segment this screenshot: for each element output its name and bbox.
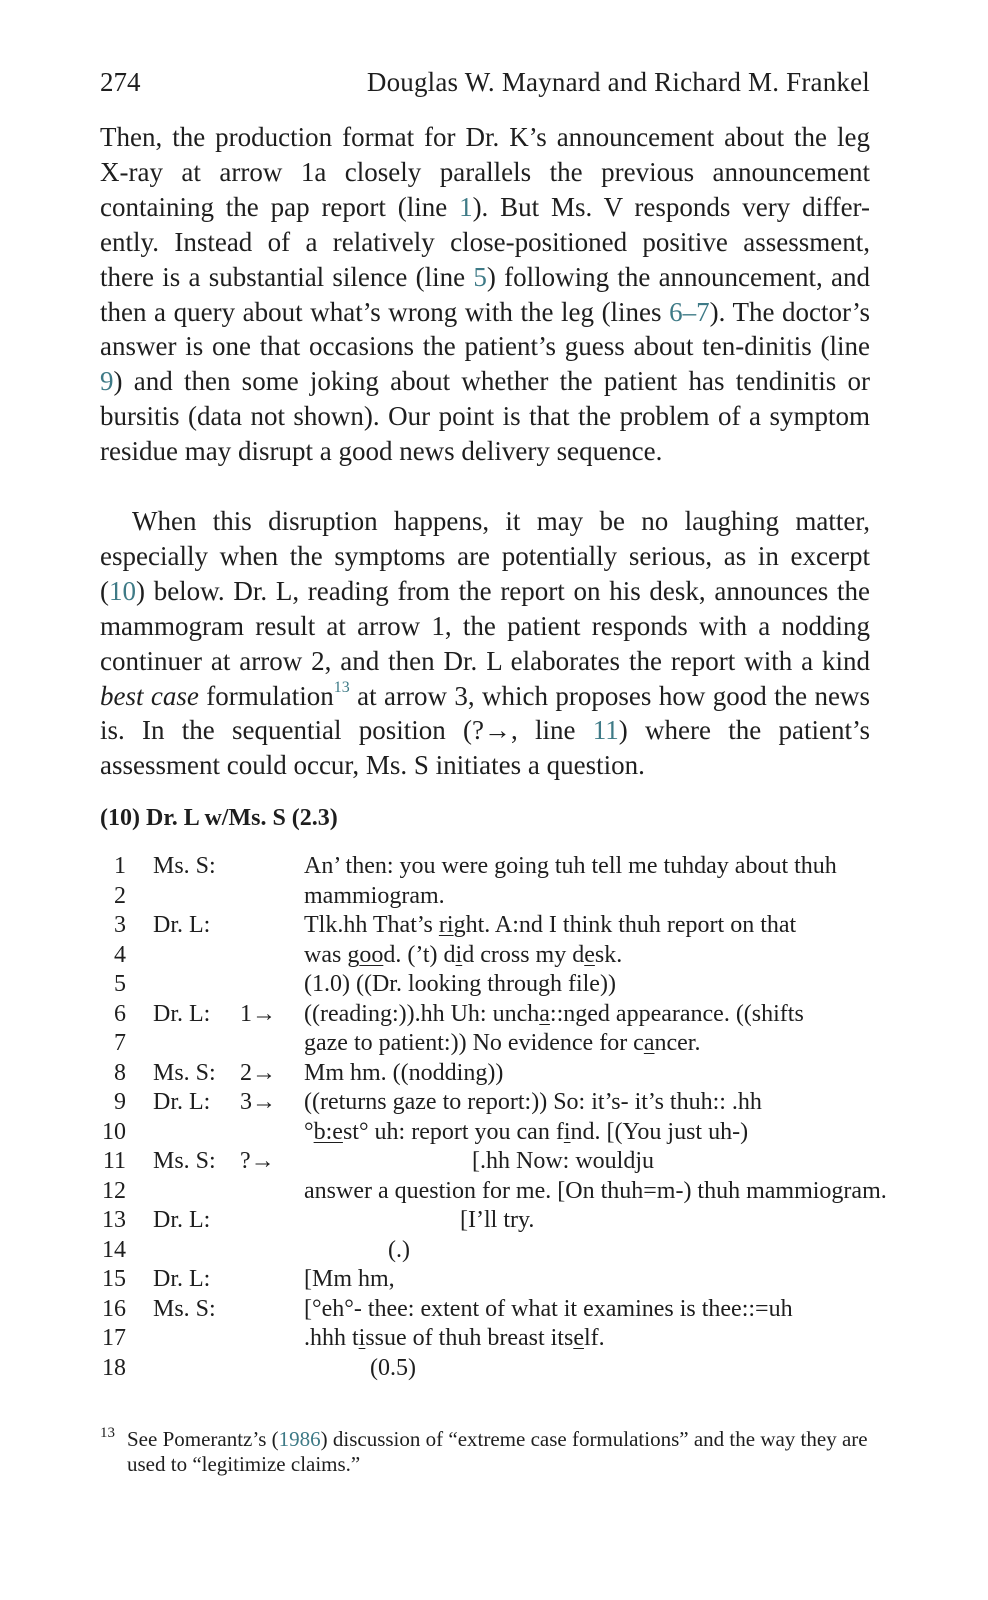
text-run: formulation [198, 680, 334, 711]
utterance-text: Mm hm. ((nodding)) [304, 1059, 504, 1086]
utterance [304, 970, 616, 1000]
utterance-text: (0.5) [304, 1354, 416, 1381]
text-run: Then, the production format for Dr. K’s announcement about the leg X-ray at arrow 1a closely parallels the previous announcement containing the pap report (line [100, 122, 870, 222]
transcript-line [100, 1147, 960, 1177]
line-reference-link[interactable]: 1 [459, 191, 473, 222]
utterance-text: sk. [594, 941, 623, 968]
line-reference-link[interactable]: 9 [100, 366, 114, 397]
speaker-label: Dr. L: [153, 1266, 211, 1292]
utterance [304, 1029, 700, 1059]
utterance [304, 1295, 793, 1325]
utterance-text: .hhh t [304, 1325, 359, 1351]
utterance-text: nd. [(You just uh-) [570, 1118, 749, 1145]
line-number: 7 [114, 1030, 126, 1056]
running-header [100, 64, 870, 100]
utterance [304, 1147, 654, 1177]
line-number: 10 [102, 1118, 126, 1145]
stressed-syllable: i [455, 941, 463, 968]
line-number: 6 [114, 1000, 126, 1027]
utterance-text: [Mm hm, [304, 1266, 395, 1292]
emphasis-text: best case [100, 680, 199, 711]
utterance [304, 882, 445, 912]
text-run: ) where the patient’s assessment could occur, Ms. S initiates a question. [100, 715, 870, 781]
utterance-text: ((returns gaze to report:)) So: it’s- it’s thuh:: .hh [304, 1089, 762, 1115]
stressed-syllable: e [584, 941, 595, 968]
footnote-number: 13 [100, 1425, 115, 1441]
utterance [304, 1059, 503, 1089]
utterance [304, 1236, 410, 1266]
line-number: 17 [102, 1325, 126, 1351]
stressed-syllable: ri [438, 912, 454, 938]
line-number: 16 [102, 1295, 126, 1322]
text-run: ) and then some joking about whether the patient has tendinitis or bursitis (data not shown). Our point is that the problem of a symptom residue may disrupt a good news delivery sequence. [100, 366, 870, 467]
speaker-label: Dr. L: [153, 1089, 211, 1115]
utterance-text: An’ then: you were going tuh tell me tuhday about thuh [304, 853, 837, 879]
utterance-text: d cross my d [462, 941, 585, 968]
text-run: See Pomerantz’s ( [127, 1427, 279, 1451]
utterance-text: answer a question for me. [On thuh=m-) thuh mammiogram. [304, 1177, 887, 1204]
transcript-line [100, 1000, 960, 1030]
line-reference-link[interactable]: 6–7 [669, 296, 710, 327]
utterance [304, 941, 622, 971]
utterance-text: ::nged appearance. ((shifts [549, 1000, 804, 1027]
transcript-line [100, 1324, 960, 1354]
utterance-text: gaze to patient:)) No evidence for c [304, 1030, 644, 1056]
utterance [304, 1118, 748, 1148]
utterance-text: mammiogram. [304, 882, 445, 909]
analysis-arrow: 3→ [240, 1089, 276, 1115]
transcript-line [100, 1118, 960, 1148]
line-number: 11 [102, 1148, 126, 1174]
utterance-text: [°eh°- thee: extent of what it examines is thee::=uh [304, 1295, 793, 1322]
speaker-label: Dr. L: [153, 1000, 211, 1027]
excerpt-reference-link[interactable]: 10 [109, 575, 136, 606]
line-number: 13 [102, 1207, 126, 1233]
speaker-label: Ms. S: [153, 1148, 216, 1174]
line-number: 4 [114, 941, 126, 968]
citation-year-link[interactable]: 1986 [278, 1427, 321, 1451]
speaker-label: Ms. S: [153, 1295, 216, 1322]
footnote [100, 1427, 870, 1477]
stressed-syllable: i [563, 1118, 571, 1145]
line-number: 15 [102, 1266, 126, 1292]
text-run: ). But Ms. V responds very differ-ently. Instead of a relatively close-positioned positive assessment, there is a substantial silence (line [100, 191, 870, 292]
utterance-text: Tlk.hh That’s [304, 912, 439, 938]
utterance-text: ght. A:nd I think thuh report on that [453, 912, 797, 938]
excerpt-title: (10) Dr. L w/Ms. S (2.3) [100, 805, 338, 831]
line-number: 2 [114, 882, 126, 909]
transcript [100, 852, 960, 1383]
line-number: 18 [102, 1354, 126, 1381]
page-number: 274 [100, 67, 141, 97]
stressed-syllable: a [539, 1000, 550, 1027]
transcript-line [100, 1088, 960, 1118]
speaker-label: Ms. S: [153, 1059, 216, 1086]
utterance-text: d. (’t) d [383, 941, 456, 968]
utterance-text: [.hh Now: wouldju [304, 1148, 654, 1174]
speaker-label: Ms. S: [153, 853, 216, 879]
utterance [304, 1206, 534, 1236]
stressed-syllable: b:e [313, 1118, 343, 1145]
utterance [304, 852, 837, 882]
utterance-text: (1.0) ((Dr. looking through file)) [304, 971, 616, 997]
transcript-line [100, 852, 960, 882]
line-number: 9 [114, 1089, 126, 1115]
transcript-line [100, 911, 960, 941]
transcript-line [100, 882, 960, 912]
running-head-authors: Douglas W. Maynard and Richard M. Frankel [366, 67, 870, 97]
utterance-text: [I’ll try. [304, 1207, 535, 1233]
utterance-text: (.) [304, 1236, 410, 1263]
transcript-line [100, 1265, 960, 1295]
utterance [304, 911, 796, 941]
utterance-text: lf. [583, 1325, 605, 1351]
speaker-label: Dr. L: [153, 912, 211, 938]
analysis-arrow: 2→ [240, 1059, 276, 1086]
line-reference-link[interactable]: 5 [473, 261, 487, 292]
utterance-text: ncer. [654, 1030, 701, 1056]
paragraph-1 [100, 120, 870, 469]
line-number: 8 [114, 1059, 126, 1086]
stressed-syllable: a [643, 1030, 655, 1056]
transcript-line [100, 1177, 960, 1207]
analysis-arrow: 1→ [240, 1000, 276, 1027]
utterance [304, 1265, 395, 1295]
utterance [304, 1177, 887, 1207]
line-reference-link[interactable]: 11 [592, 715, 619, 746]
transcript-line [100, 1295, 960, 1325]
transcript-line [100, 1206, 960, 1236]
text-run: at arrow 3, which proposes how good the news is. In the sequential position (?→, line [100, 680, 870, 746]
transcript-line [100, 1354, 960, 1384]
speaker-label: Dr. L: [153, 1207, 211, 1233]
line-number: 1 [114, 853, 126, 879]
utterance [304, 1088, 762, 1118]
utterance-text: was g [304, 941, 360, 968]
line-number: 3 [114, 912, 126, 938]
footnote-text [127, 1427, 870, 1477]
footnote-marker-link[interactable]: 13 [333, 678, 350, 696]
text-run: ). The doctor’s answer is one that occasions the patient’s guess about ten-dinitis (line [100, 296, 870, 362]
stressed-syllable: e [573, 1325, 584, 1351]
transcript-line [100, 941, 960, 971]
text-run: ) following the announcement, and then a query about what’s wrong with the leg (lines [100, 261, 870, 327]
utterance [304, 1354, 416, 1384]
line-number: 14 [102, 1236, 126, 1263]
utterance [304, 1324, 605, 1354]
transcript-line [100, 1236, 960, 1266]
text-run: ) below. Dr. L, reading from the report on his desk, announces the mammogram result at arrow 1, the patient responds with a nodding continuer at arrow 2, and then Dr. L elaborates the report with a kind [100, 575, 870, 676]
stressed-syllable: oo [359, 941, 384, 968]
paragraph-2 [100, 504, 870, 783]
text-run: ) discussion of “extreme case formulations” and the way they are used to “legitimize claims.” [127, 1427, 868, 1476]
transcript-line [100, 1059, 960, 1089]
utterance-text: ((reading:)).hh Uh: unch [304, 1000, 540, 1027]
text-run: When this disruption happens, it may be no laughing matter, especially when the symptoms are potentially serious, as in excerpt ( [100, 506, 870, 606]
transcript-line [100, 1029, 960, 1059]
stressed-syllable: i [358, 1325, 366, 1351]
utterance [304, 1000, 804, 1030]
line-number: 12 [102, 1177, 126, 1204]
analysis-arrow: ?→ [240, 1148, 275, 1174]
line-number: 5 [114, 971, 126, 997]
utterance-text: ° [304, 1118, 314, 1145]
utterance-text: st° uh: report you can f [342, 1118, 564, 1145]
utterance-text: ssue of thuh breast its [365, 1325, 574, 1351]
transcript-line [100, 970, 960, 1000]
